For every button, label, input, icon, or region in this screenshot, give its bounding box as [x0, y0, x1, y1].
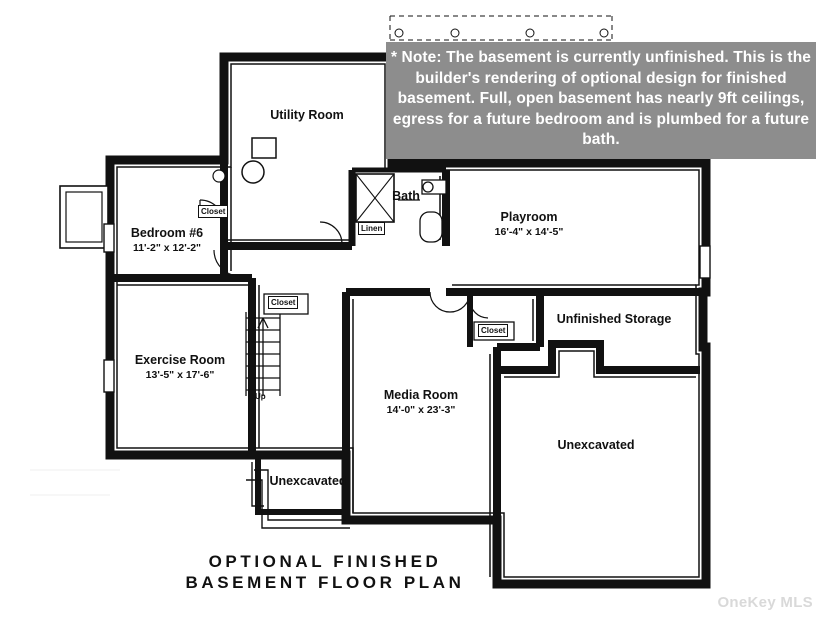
plan-title-line1: OPTIONAL FINISHED [208, 552, 442, 571]
room-label-utility-room [252, 108, 362, 122]
room-label-playroom [466, 210, 592, 238]
plan-title-line2: BASEMENT FLOOR PLAN [185, 573, 465, 592]
room-dims: 14'-0" x 23'-3" [386, 404, 456, 416]
room-name: Bedroom #6 [130, 226, 204, 240]
room-label-unexcavated-bottom [256, 474, 360, 488]
room-name: Utility Room [270, 108, 344, 122]
room-label-exercise-room [118, 353, 242, 381]
label-closet-bedroom: Closet [198, 205, 228, 218]
room-name: Bath [392, 189, 420, 203]
room-name: Media Room [383, 388, 459, 402]
room-dims: 16'-4" x 14'-5" [494, 226, 564, 238]
label-stair-up: Up [255, 392, 266, 401]
watermark-onekey-mls: OneKey MLS [717, 594, 813, 611]
room-name: Exercise Room [134, 353, 226, 367]
plan-title [180, 551, 470, 593]
room-name: Playroom [500, 210, 558, 224]
room-dims: 11'-2" x 12'-2" [132, 242, 202, 254]
room-name: Unexcavated [269, 474, 347, 488]
room-label-bedroom-6 [108, 226, 226, 254]
label-closet-stair: Closet [268, 296, 298, 309]
room-label-unexcavated-right [530, 438, 662, 452]
label-linen: Linen [358, 222, 385, 235]
room-dims: 13'-5" x 17'-6" [145, 369, 215, 381]
room-name: Unexcavated [557, 438, 635, 452]
note-overlay: * Note: The basement is currently unfinished. This is the builder's rendering of optional design for finished basement. Full, open basement has nearly 9ft ceilings, egress for a future bedroom and is plumbed for a future bath. [386, 42, 816, 159]
room-label-media-room [360, 388, 482, 416]
room-label-bath [378, 189, 434, 203]
room-name: Unfinished Storage [556, 312, 672, 326]
room-label-unfinished-storage [538, 312, 690, 326]
label-closet-media: Closet [478, 324, 508, 337]
